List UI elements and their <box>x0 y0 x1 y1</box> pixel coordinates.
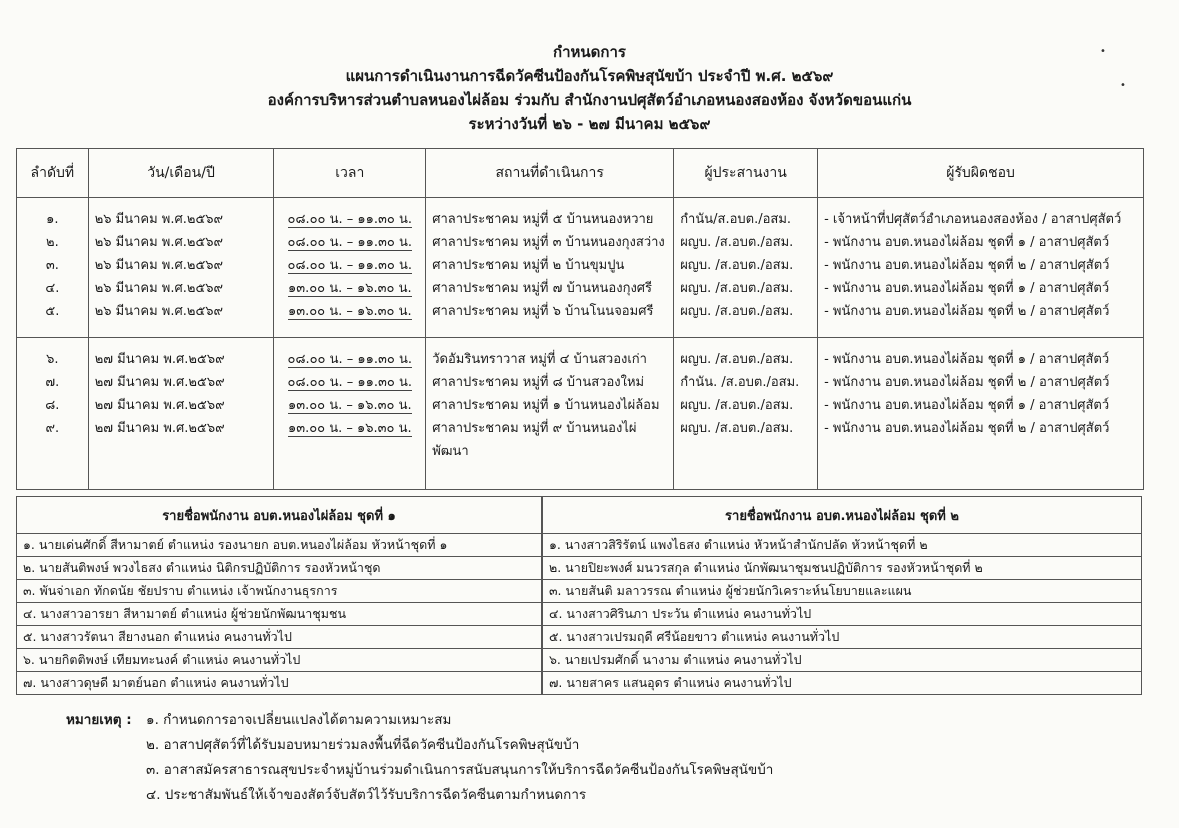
col-header-place: สถานที่ดำเนินการ <box>426 149 674 198</box>
staff-member: ๔. นางสาวศิรินภา ประวัน ตำแหน่ง คนงานทั่วไป <box>543 603 1142 626</box>
row-time: ๑๓.๐๐ น. – ๑๖.๓๐ น. <box>287 281 412 296</box>
row-no: ๑. <box>46 212 59 227</box>
row-place: ศาลาประชาคม หมู่ที่ ๖ บ้านโนนจอมศรี <box>432 304 654 319</box>
note-item: ๒. อาสาปศุสัตว์ที่ได้รับมอบหมายร่วมลงพื้นที่ฉีดวัคซีนป้องกันโรคพิษสุนัขบ้า <box>146 737 580 753</box>
cell-coordinator <box>674 338 818 490</box>
row-date: ๒๖ มีนาคม พ.ศ.๒๕๖๙ <box>94 258 224 273</box>
notes-label: หมายเหตุ : <box>66 712 132 728</box>
row-time: ๑๓.๐๐ น. – ๑๖.๓๐ น. <box>287 421 412 436</box>
row-place: ศาลาประชาคม หมู่ที่ ๕ บ้านหนองหวาย <box>432 212 654 227</box>
row-responsible: - พนักงาน อบต.หนองไผ่ล้อม ชุดที่ ๑ / อาสาปศุสัตว์ <box>824 235 1110 250</box>
row-responsible: - พนักงาน อบต.หนองไผ่ล้อม ชุดที่ ๑ / อาสาปศุสัตว์ <box>824 281 1110 296</box>
row-time: ๐๘.๐๐ น. – ๑๑.๓๐ น. <box>287 258 413 273</box>
row-date: ๒๖ มีนาคม พ.ศ.๒๕๖๙ <box>94 304 224 319</box>
cell-place <box>426 338 674 490</box>
row-date: ๒๗ มีนาคม พ.ศ.๒๕๖๙ <box>94 398 225 413</box>
staff-team-2-table <box>542 496 1142 695</box>
staff-team-2-title: รายชื่อพนักงาน อบต.หนองไผ่ล้อม ชุดที่ ๒ <box>543 497 1142 534</box>
row-date: ๒๖ มีนาคม พ.ศ.๒๕๖๙ <box>94 212 224 227</box>
col-header-no: ลำดับที่ <box>17 149 89 198</box>
staff-member: ๓. พันจ่าเอก ทักดนัย ชัยปราบ ตำแหน่ง เจ้าพนักงานธุรการ <box>17 580 542 603</box>
schedule-group-row <box>17 338 1144 490</box>
col-header-coordinator: ผู้ประสานงาน <box>674 149 818 198</box>
staff-member: ๗. นายสาคร แสนอุดร ตำแหน่ง คนงานทั่วไป <box>543 672 1142 695</box>
staff-member: ๒. นายปิยะพงศ์ มนวรสกุล ตำแหน่ง นักพัฒนาชุมชนปฏิบัติการ รองหัวหน้าชุดที่ ๒ <box>543 557 1142 580</box>
row-place: ศาลาประชาคม หมู่ที่ ๘ บ้านสวองใหม่ <box>432 375 645 390</box>
scan-speck: • <box>1120 80 1126 91</box>
staff-member: ๓. นายสันติ มลาวรรณ ตำแหน่ง ผู้ช่วยนักวิเคราะห์นโยบายและแผน <box>543 580 1142 603</box>
cell-responsible <box>818 198 1144 338</box>
cell-time <box>274 198 426 338</box>
header-plan: แผนการดำเนินงานการฉีดวัคซีนป้องกันโรคพิษสุนัขบ้า ประจำปี พ.ศ. ๒๕๖๙ <box>345 67 834 85</box>
row-coordinator: กำนัน/ส.อบต./อสม. <box>680 212 792 227</box>
col-header-responsible: ผู้รับผิดชอบ <box>818 149 1144 198</box>
cell-place <box>426 198 674 338</box>
row-place: ศาลาประชาคม หมู่ที่ ๒ บ้านขุมปูน <box>432 258 625 273</box>
note-item: ๔. ประชาสัมพันธ์ให้เจ้าของสัตว์จับสัตว์ไว้รับบริการฉีดวัคซีนตามกำหนดการ <box>146 787 587 803</box>
col-header-date: วัน/เดือน/ปี <box>88 149 274 198</box>
staff-member: ๕. นางสาวรัตนา สียางนอก ตำแหน่ง คนงานทั่วไป <box>17 626 542 649</box>
header-date-range: ระหว่างวันที่ ๒๖ - ๒๗ มีนาคม ๒๕๖๙ <box>468 115 711 133</box>
row-time: ๐๘.๐๐ น. – ๑๑.๓๐ น. <box>287 375 413 390</box>
staff-member: ๗. นางสาวดุษดี มาตย์นอก ตำแหน่ง คนงานทั่วไป <box>17 672 542 695</box>
row-time: ๐๘.๐๐ น. – ๑๑.๓๐ น. <box>287 212 413 227</box>
row-date: ๒๖ มีนาคม พ.ศ.๒๕๖๙ <box>94 235 224 250</box>
row-no: ๔. <box>45 281 60 296</box>
schedule-header-row <box>17 149 1144 198</box>
row-responsible: - พนักงาน อบต.หนองไผ่ล้อม ชุดที่ ๑ / อาสาปศุสัตว์ <box>824 398 1110 413</box>
row-place: ศาลาประชาคม หมู่ที่ ๙ บ้านหนองไผ่พัฒนา <box>432 421 637 459</box>
row-no: ๓. <box>45 258 59 273</box>
cell-responsible <box>818 338 1144 490</box>
row-place: ศาลาประชาคม หมู่ที่ ๓ บ้านหนองกุงสว่าง <box>432 235 665 250</box>
row-coordinator: ผญบ. /ส.อบต./อสม. <box>680 258 794 273</box>
staff-member: ๕. นางสาวเปรมฤดี ศรีน้อยขาว ตำแหน่ง คนงานทั่วไป <box>543 626 1142 649</box>
row-coordinator: กำนัน. /ส.อบต./อสม. <box>680 375 800 390</box>
row-coordinator: ผญบ. /ส.อบต./อสม. <box>680 421 794 436</box>
row-coordinator: ผญบ. /ส.อบต./อสม. <box>680 352 794 367</box>
schedule-table <box>16 148 1144 490</box>
staff-team-1-table <box>16 496 542 695</box>
row-responsible: - พนักงาน อบต.หนองไผ่ล้อม ชุดที่ ๒ / อาสาปศุสัตว์ <box>824 375 1110 390</box>
row-no: ๘. <box>45 398 60 413</box>
row-date: ๒๖ มีนาคม พ.ศ.๒๕๖๙ <box>94 281 224 296</box>
note-item: ๑. กำหนดการอาจเปลี่ยนแปลงได้ตามความเหมาะสม <box>146 712 452 728</box>
staff-member: ๑. นายเด่นศักดิ์ สีหามาตย์ ตำแหน่ง รองนายก อบต.หนองไผ่ล้อม หัวหน้าชุดที่ ๑ <box>17 534 542 557</box>
cell-date <box>88 338 274 490</box>
row-place: วัดอัมรินทราวาส หมู่ที่ ๔ บ้านสวองเก่า <box>432 352 647 367</box>
row-date: ๒๗ มีนาคม พ.ศ.๒๕๖๙ <box>94 375 225 390</box>
row-coordinator: ผญบ. /ส.อบต./อสม. <box>680 235 794 250</box>
row-coordinator: ผญบ. /ส.อบต./อสม. <box>680 304 794 319</box>
staff-member: ๖. นายเปรมศักดิ์ นางาม ตำแหน่ง คนงานทั่วไป <box>543 649 1142 672</box>
row-time: ๐๘.๐๐ น. – ๑๑.๓๐ น. <box>287 352 413 367</box>
row-responsible: - เจ้าหน้าที่ปศุสัตว์อำเภอหนองสองห้อง / อาสาปศุสัตว์ <box>824 212 1122 227</box>
notes-section <box>66 708 773 808</box>
row-coordinator: ผญบ. /ส.อบต./อสม. <box>680 398 794 413</box>
row-coordinator: ผญบ. /ส.อบต./อสม. <box>680 281 794 296</box>
row-place: ศาลาประชาคม หมู่ที่ ๗ บ้านหนองกุงศรี <box>432 281 653 296</box>
cell-no <box>17 338 89 490</box>
schedule-group-row <box>17 198 1144 338</box>
note-item: ๓. อาสาสมัครสาธารณสุขประจำหมู่บ้านร่วมดำเนินการสนับสนุนการให้บริการฉีดวัคซีนป้องกันโรคพิษสุนัขบ้า <box>146 762 774 778</box>
document-header <box>0 40 1179 136</box>
row-time: ๐๘.๐๐ น. – ๑๑.๓๐ น. <box>287 235 413 250</box>
row-responsible: - พนักงาน อบต.หนองไผ่ล้อม ชุดที่ ๒ / อาสาปศุสัตว์ <box>824 421 1110 436</box>
cell-no <box>17 198 89 338</box>
row-responsible: - พนักงาน อบต.หนองไผ่ล้อม ชุดที่ ๒ / อาสาปศุสัตว์ <box>824 258 1110 273</box>
staff-team-1-title: รายชื่อพนักงาน อบต.หนองไผ่ล้อม ชุดที่ ๑ <box>17 497 542 534</box>
scan-speck: • <box>1100 46 1106 57</box>
row-place: ศาลาประชาคม หมู่ที่ ๑ บ้านหนองไผ่ล้อม <box>432 398 660 413</box>
row-time: ๑๓.๐๐ น. – ๑๖.๓๐ น. <box>287 304 412 319</box>
row-no: ๖. <box>46 352 59 367</box>
cell-coordinator <box>674 198 818 338</box>
row-no: ๕. <box>45 304 60 319</box>
row-no: ๗. <box>45 375 60 390</box>
col-header-time: เวลา <box>274 149 426 198</box>
row-time: ๑๓.๐๐ น. – ๑๖.๓๐ น. <box>287 398 412 413</box>
staff-member: ๑. นางสาวสิริรัตน์ แพงไธสง ตำแหน่ง หัวหน้าสำนักปลัด หัวหน้าชุดที่ ๒ <box>543 534 1142 557</box>
staff-member: ๖. นายกิตติพงษ์ เทียมทะนงค์ ตำแหน่ง คนงานทั่วไป <box>17 649 542 672</box>
row-no: ๒. <box>46 235 59 250</box>
header-title: กำหนดการ <box>553 43 626 61</box>
cell-date <box>88 198 274 338</box>
row-no: ๙. <box>45 421 60 436</box>
staff-member: ๔. นางสาวอารยา สีหามาตย์ ตำแหน่ง ผู้ช่วยนักพัฒนาชุมชน <box>17 603 542 626</box>
row-date: ๒๗ มีนาคม พ.ศ.๒๕๖๙ <box>94 352 225 367</box>
cell-time <box>274 338 426 490</box>
row-responsible: - พนักงาน อบต.หนองไผ่ล้อม ชุดที่ ๒ / อาสาปศุสัตว์ <box>824 304 1110 319</box>
row-responsible: - พนักงาน อบต.หนองไผ่ล้อม ชุดที่ ๑ / อาสาปศุสัตว์ <box>824 352 1110 367</box>
row-date: ๒๗ มีนาคม พ.ศ.๒๕๖๙ <box>94 421 225 436</box>
header-organization: องค์การบริหารส่วนตำบลหนองไผ่ล้อม ร่วมกับ สำนักงานปศุสัตว์อำเภอหนองสองห้อง จังหวัดขอนแก่น <box>267 91 912 109</box>
staff-member: ๒. นายสันติพงษ์ พวงไธสง ตำแหน่ง นิติกรปฏิบัติการ รองหัวหน้าชุด <box>17 557 542 580</box>
